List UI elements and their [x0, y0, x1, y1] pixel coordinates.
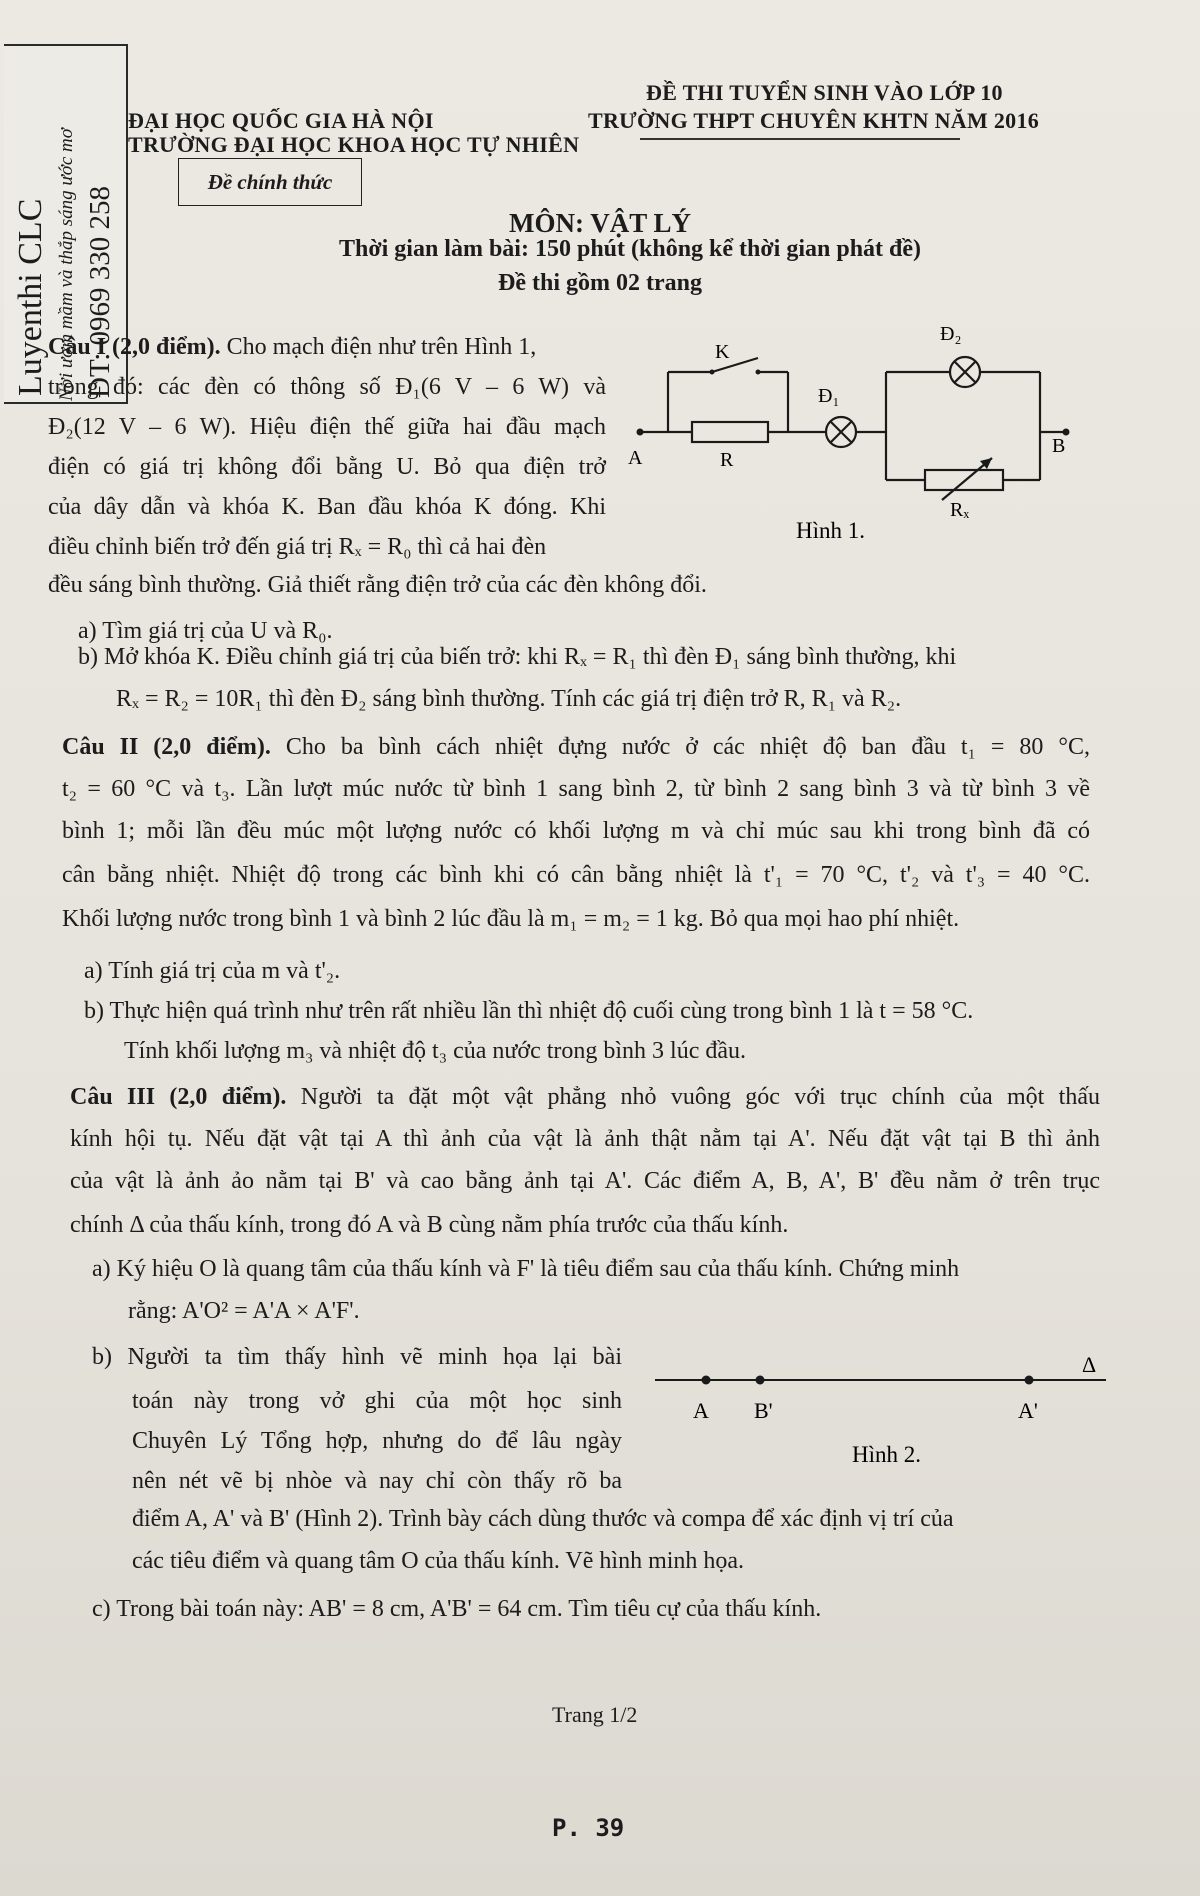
q2-line-1: Câu II (2,0 điểm). Cho ba bình cách nhiệt đựng nước ở các nhiệt độ ban đầu t₁ = 80 °C, — [62, 734, 1090, 760]
header-underline — [640, 138, 960, 140]
fig1-label-a: A — [628, 447, 643, 469]
fig2-label-axis: Δ — [1082, 1352, 1097, 1377]
q3-part-b-line4: nên nét vẽ bị nhòe và nay chỉ còn thấy rõ ba — [132, 1468, 622, 1494]
fig1-label-b: B — [1052, 435, 1066, 457]
q1-line-3: Đ₂(12 V – 6 W). Hiệu điện thế giữa hai đầu mạch — [48, 414, 606, 440]
header-university: ĐẠI HỌC QUỐC GIA HÀ NỘI — [128, 108, 434, 133]
fig2-caption: Hình 2. — [852, 1442, 921, 1467]
fig1-caption: Hình 1. — [796, 518, 865, 543]
fig2-label-b-prime: B' — [754, 1398, 773, 1423]
q3-part-b-line3: Chuyên Lý Tổng hợp, nhưng do để lâu ngày — [132, 1428, 622, 1454]
q3-part-a-line1: a) Ký hiệu O là quang tâm của thấu kính và F' là tiêu điểm sau của thấu kính. Chứng minh — [92, 1256, 960, 1282]
q3-line-4: chính Δ của thấu kính, trong đó A và B cùng nằm phía trước của thấu kính. — [70, 1212, 789, 1238]
fig1-label-k: K — [715, 341, 730, 363]
fig1-label-d1: Đ₁ — [818, 385, 840, 407]
q2-part-a: a) Tính giá trị của m và t'₂. — [84, 958, 341, 984]
figure-1-circuit — [620, 320, 1080, 550]
q3-part-c: c) Trong bài toán này: AB' = 8 cm, A'B' = 64 cm. Tìm tiêu cự của thấu kính. — [92, 1596, 822, 1622]
fig2-point-a — [702, 1376, 711, 1385]
q3-line-1: Câu III (2,0 điểm). Người ta đặt một vật phẳng nhỏ vuông góc với trục chính của một thấu — [70, 1084, 1101, 1110]
fig2-point-b-prime — [756, 1376, 765, 1385]
q3-line-2: kính hội tụ. Nếu đặt vật tại A thì ảnh của vật là ảnh thật nằm tại A'. Nếu đặt vật tại B thì ảnh — [70, 1126, 1100, 1152]
q2-part-b-line1: b) Thực hiện quá trình như trên rất nhiều lần thì nhiệt độ cuối cùng trong bình 1 là t = 58 °C. — [84, 998, 974, 1024]
q2-line-5: Khối lượng nước trong bình 1 và bình 2 lúc đầu là m₁ = m₂ = 1 kg. Bỏ qua mọi hao phí nhiệt. — [62, 906, 960, 932]
header-exam-title: ĐỀ THI TUYỂN SINH VÀO LỚP 10 — [646, 80, 1003, 105]
q1-line-2: trong đó: các đèn có thông số Đ₁(6 V – 6 W) và — [48, 374, 606, 400]
q1-part-a: a) Tìm giá trị của U và R₀. — [78, 618, 333, 644]
page-count: Đề thi gồm 02 trang — [498, 270, 702, 296]
q1-part-b-line1: b) Mở khóa K. Điều chỉnh giá trị của biến trở: khi Rₓ = R₁ thì đèn Đ₁ sáng bình thường, khi — [78, 644, 957, 670]
fig1-label-r: R — [720, 449, 734, 471]
q2-line-2: t₂ = 60 °C và t₃. Lần lượt múc nước từ bình 1 sang bình 2, từ bình 2 sang bình 3 và từ bình 3 về — [62, 776, 1090, 802]
stamp-brand: Luyenthi CLC — [12, 198, 49, 396]
q3-part-b-line2: toán này trong vở ghi của một học sinh — [132, 1388, 622, 1414]
q2-line-3: bình 1; mỗi lần đều múc một lượng nước có khối lượng m và chỉ múc sau khi trong bình đã có — [62, 818, 1090, 844]
q2-line-1-text: Cho ba bình cách nhiệt đựng nước ở các nhiệt độ ban đầu t₁ = 80 °C, — [285, 734, 1090, 760]
fig1-label-d2: Đ₂ — [940, 323, 962, 345]
page-number: Trang 1/2 — [552, 1702, 638, 1727]
q2-line-4: cân bằng nhiệt. Nhiệt độ trong các bình khi có cân bằng nhiệt là t'₁ = 70 °C, t'₂ và t'₃ = 40 °C. — [62, 862, 1090, 888]
q1-part-b-line2: Rₓ = R₂ = 10R₁ thì đèn Đ₂ sáng bình thường. Tính các giá trị điện trở R, R₁ và R₂. — [116, 686, 902, 712]
exam-duration: Thời gian làm bài: 150 phút (không kể thời gian phát đề) — [338, 236, 922, 262]
q3-part-b-line5: điểm A, A' và B' (Hình 2). Trình bày cách dùng thước và compa để xác định vị trí của — [132, 1506, 954, 1532]
fig1-label-rx: Rₓ — [950, 499, 970, 521]
header-school: TRƯỜNG THPT CHUYÊN KHTN NĂM 2016 — [588, 108, 1040, 133]
official-badge: Đề chính thức — [178, 158, 362, 206]
stamp-phone: ĐT: 0969 330 258 — [84, 185, 116, 398]
figure-2-optical-axis — [640, 1350, 1110, 1470]
stamp-slogan: Nơi ươm mầm và thắp sáng ước mơ — [56, 128, 77, 401]
subject-title: MÔN: VẬT LÝ — [508, 208, 691, 238]
q2-part-b-line2: Tính khối lượng m₃ và nhiệt độ t₃ của nước trong bình 3 lúc đầu. — [124, 1038, 747, 1064]
fig2-label-a-prime: A' — [1018, 1398, 1038, 1423]
q3-part-a-line2: rằng: A'O² = A'A × A'F'. — [128, 1298, 360, 1324]
fig2-label-a: A — [693, 1398, 709, 1423]
header-faculty: TRƯỜNG ĐẠI HỌC KHOA HỌC TỰ NHIÊN — [128, 132, 580, 157]
q3-part-b-line6: các tiêu điểm và quang tâm O của thấu kính. Vẽ hình minh họa. — [132, 1548, 745, 1574]
fig2-point-a-prime — [1025, 1376, 1034, 1385]
q1-line-1: Cho mạch điện như trên Hình 1, — [226, 334, 537, 360]
q1-line-6: điều chỉnh biến trở đến giá trị Rₓ = R₀ thì cả hai đèn — [48, 534, 547, 560]
q3-line-3: của vật là ảnh ảo nằm tại B' và cao bằng ảnh tại A'. Các điểm A, B, A', B' đều nằm ở trên trục — [70, 1168, 1100, 1194]
page-mark: P. 39 — [552, 1814, 625, 1842]
q1-line-7: đều sáng bình thường. Giả thiết rằng điện trở của các đèn không đổi. — [48, 572, 707, 598]
q1-line-5: của dây dẫn và khóa K. Ban đầu khóa K đóng. Khi — [48, 494, 606, 520]
q1-line-4: điện có giá trị không đổi bằng U. Bỏ qua điện trở — [48, 454, 606, 480]
q1-title: Câu I (2,0 điểm). — [48, 334, 221, 360]
q3-part-b-line1: b) Người ta tìm thấy hình vẽ minh họa lại bài — [92, 1344, 622, 1370]
